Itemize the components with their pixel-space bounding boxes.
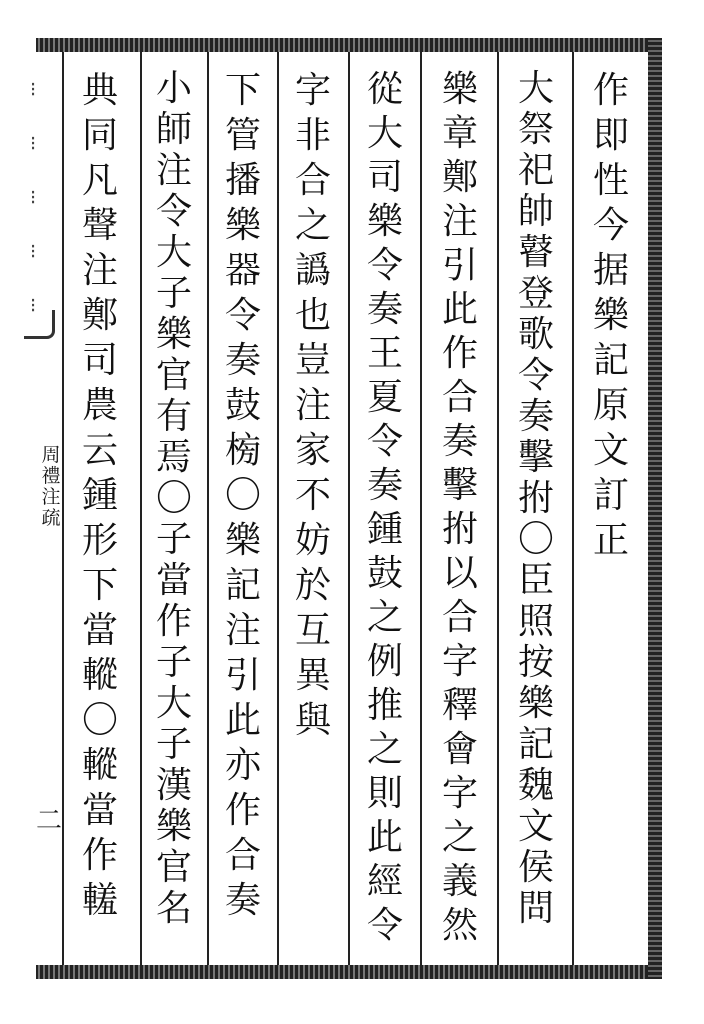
character: 樂 bbox=[155, 806, 192, 847]
character: 令 bbox=[366, 245, 403, 286]
character: 奏 bbox=[366, 289, 403, 330]
character: 不 bbox=[294, 475, 331, 516]
character: 作 bbox=[81, 835, 118, 876]
text-column-7 bbox=[148, 68, 200, 929]
character: 記 bbox=[224, 565, 261, 606]
character: 魏 bbox=[517, 765, 554, 806]
character: 擊 bbox=[441, 465, 478, 506]
character: 祭 bbox=[517, 109, 554, 150]
column-rule bbox=[277, 52, 279, 965]
character: 下 bbox=[224, 70, 261, 111]
column-rule bbox=[207, 52, 209, 965]
character: 注 bbox=[155, 150, 192, 191]
character: 與 bbox=[294, 700, 331, 741]
character: 鼓 bbox=[366, 553, 403, 594]
character: 樂 bbox=[441, 69, 478, 110]
right-border bbox=[648, 38, 662, 979]
character: 豈 bbox=[294, 340, 331, 381]
character: 之 bbox=[441, 817, 478, 858]
character: 字 bbox=[294, 70, 331, 111]
character: 子 bbox=[155, 519, 192, 560]
character: 樂 bbox=[592, 295, 629, 336]
column-rule bbox=[420, 52, 422, 965]
character: 引 bbox=[441, 245, 478, 286]
character: 臣 bbox=[517, 560, 554, 601]
character: 注 bbox=[441, 201, 478, 242]
character: 鄭 bbox=[441, 157, 478, 198]
character: 器 bbox=[224, 250, 261, 291]
margin-title-char: 周 bbox=[41, 444, 61, 466]
character: 漢 bbox=[155, 765, 192, 806]
character: 記 bbox=[517, 724, 554, 765]
character: 家 bbox=[294, 430, 331, 471]
character: 之 bbox=[294, 205, 331, 246]
character: 典 bbox=[81, 70, 118, 111]
text-column-6 bbox=[217, 68, 269, 923]
character: 䡭 bbox=[81, 880, 118, 921]
character: 則 bbox=[366, 773, 403, 814]
character: 令 bbox=[155, 191, 192, 232]
character: 作 bbox=[224, 790, 261, 831]
character: 按 bbox=[517, 642, 554, 683]
character: 注 bbox=[81, 250, 118, 291]
character: 性 bbox=[592, 160, 629, 201]
character: 〇 bbox=[81, 700, 118, 741]
character: 義 bbox=[441, 861, 478, 902]
character: 令 bbox=[366, 421, 403, 462]
character: 合 bbox=[441, 597, 478, 638]
character: 奏 bbox=[366, 465, 403, 506]
text-column-4 bbox=[359, 68, 411, 948]
column-rule bbox=[348, 52, 350, 965]
character: 焉 bbox=[155, 437, 192, 478]
character: 此 bbox=[366, 817, 403, 858]
character: 之 bbox=[366, 729, 403, 770]
character: 令 bbox=[366, 905, 403, 946]
character: 問 bbox=[517, 888, 554, 929]
character: 注 bbox=[224, 610, 261, 651]
margin-title-char: 疏 bbox=[41, 507, 61, 529]
text-column-5 bbox=[287, 68, 339, 743]
character: 即 bbox=[592, 115, 629, 156]
character: 譌 bbox=[294, 250, 331, 291]
character: 小 bbox=[155, 68, 192, 109]
character: 司 bbox=[366, 157, 403, 198]
text-column-2 bbox=[510, 68, 562, 929]
character: 奏 bbox=[517, 396, 554, 437]
column-rule bbox=[572, 52, 574, 965]
character: 作 bbox=[592, 70, 629, 111]
character: 〇 bbox=[224, 475, 261, 516]
character: 也 bbox=[294, 295, 331, 336]
character: 當 bbox=[81, 610, 118, 651]
character: 妨 bbox=[294, 520, 331, 561]
character: 同 bbox=[81, 115, 118, 156]
text-column-8 bbox=[74, 68, 126, 923]
character: 祀 bbox=[517, 150, 554, 191]
character: 合 bbox=[224, 835, 261, 876]
character: 子 bbox=[155, 724, 192, 765]
character: 凡 bbox=[81, 160, 118, 201]
character: 文 bbox=[517, 806, 554, 847]
character: 從 bbox=[366, 69, 403, 110]
character: 子 bbox=[155, 642, 192, 683]
character: 奏 bbox=[441, 421, 478, 462]
character: 經 bbox=[366, 861, 403, 902]
character: 歌 bbox=[517, 314, 554, 355]
character: 㮄 bbox=[224, 430, 261, 471]
character: 大 bbox=[155, 232, 192, 273]
character: 〇 bbox=[155, 478, 192, 519]
character: 官 bbox=[155, 847, 192, 888]
character: 互 bbox=[294, 610, 331, 651]
character: 下 bbox=[81, 565, 118, 606]
character: 以 bbox=[441, 553, 478, 594]
character: 大 bbox=[517, 68, 554, 109]
character: 有 bbox=[155, 396, 192, 437]
character: 引 bbox=[224, 655, 261, 696]
character: 記 bbox=[592, 340, 629, 381]
character: 合 bbox=[441, 377, 478, 418]
character: 拊 bbox=[441, 509, 478, 550]
character: 注 bbox=[294, 385, 331, 426]
character: 䡮 bbox=[81, 745, 118, 786]
character: 章 bbox=[441, 113, 478, 154]
character: 異 bbox=[294, 655, 331, 696]
character: 樂 bbox=[155, 314, 192, 355]
character: 拊 bbox=[517, 478, 554, 519]
margin-book-title bbox=[36, 445, 66, 529]
character: 云 bbox=[81, 430, 118, 471]
character: 奏 bbox=[224, 880, 261, 921]
character: 名 bbox=[155, 888, 192, 929]
character: 正 bbox=[592, 520, 629, 561]
character: 然 bbox=[441, 905, 478, 946]
character: 司 bbox=[81, 340, 118, 381]
character: 帥 bbox=[517, 191, 554, 232]
character: 於 bbox=[294, 565, 331, 606]
character: 作 bbox=[155, 601, 192, 642]
character: 非 bbox=[294, 115, 331, 156]
character: 大 bbox=[366, 113, 403, 154]
character: 播 bbox=[224, 160, 261, 201]
character: 樂 bbox=[224, 205, 261, 246]
character: 奏 bbox=[224, 340, 261, 381]
character: 管 bbox=[224, 115, 261, 156]
character: 夏 bbox=[366, 377, 403, 418]
character: 令 bbox=[517, 355, 554, 396]
character: 令 bbox=[224, 295, 261, 336]
column-rule bbox=[140, 52, 142, 965]
character: 聲 bbox=[81, 205, 118, 246]
character: 例 bbox=[366, 641, 403, 682]
character: 官 bbox=[155, 355, 192, 396]
character: 當 bbox=[81, 790, 118, 831]
column-rule bbox=[497, 52, 499, 965]
character: 䡮 bbox=[81, 655, 118, 696]
character: 農 bbox=[81, 385, 118, 426]
character: 合 bbox=[294, 160, 331, 201]
character: 子 bbox=[155, 273, 192, 314]
top-border bbox=[36, 38, 662, 52]
character: 樂 bbox=[366, 201, 403, 242]
character: 鄭 bbox=[81, 295, 118, 336]
character: 此 bbox=[224, 700, 261, 741]
text-column-3 bbox=[434, 68, 486, 948]
character: 王 bbox=[366, 333, 403, 374]
character: 會 bbox=[441, 729, 478, 770]
character: 瞽 bbox=[517, 232, 554, 273]
character: 鍾 bbox=[366, 509, 403, 550]
character: 今 bbox=[592, 205, 629, 246]
character: 此 bbox=[441, 289, 478, 330]
page-number: 二 bbox=[36, 806, 63, 836]
character: 鍾 bbox=[81, 475, 118, 516]
character: 當 bbox=[155, 560, 192, 601]
text-column-1 bbox=[585, 68, 637, 563]
character: 作 bbox=[441, 333, 478, 374]
character: 釋 bbox=[441, 685, 478, 726]
character: 大 bbox=[155, 683, 192, 724]
bottom-border bbox=[36, 965, 662, 979]
character: 亦 bbox=[224, 745, 261, 786]
character: 之 bbox=[366, 597, 403, 638]
character: 原 bbox=[592, 385, 629, 426]
character: 訂 bbox=[592, 475, 629, 516]
character: 〇 bbox=[517, 519, 554, 560]
margin-title-char: 禮 bbox=[41, 465, 61, 487]
character: 登 bbox=[517, 273, 554, 314]
character: 鼓 bbox=[224, 385, 261, 426]
character: 字 bbox=[441, 641, 478, 682]
character: 照 bbox=[517, 601, 554, 642]
character: 樂 bbox=[224, 520, 261, 561]
character: 据 bbox=[592, 250, 629, 291]
character: 侯 bbox=[517, 847, 554, 888]
character: 字 bbox=[441, 773, 478, 814]
character: 推 bbox=[366, 685, 403, 726]
page-fold-mark bbox=[24, 310, 55, 339]
character: 形 bbox=[81, 520, 118, 561]
character: 師 bbox=[155, 109, 192, 150]
bleed-through-marks: ⁝ ⁝ ⁝ ⁝ ⁝ bbox=[29, 77, 37, 317]
margin-title-char: 注 bbox=[41, 486, 61, 508]
character: 樂 bbox=[517, 683, 554, 724]
character: 文 bbox=[592, 430, 629, 471]
character: 擊 bbox=[517, 437, 554, 478]
